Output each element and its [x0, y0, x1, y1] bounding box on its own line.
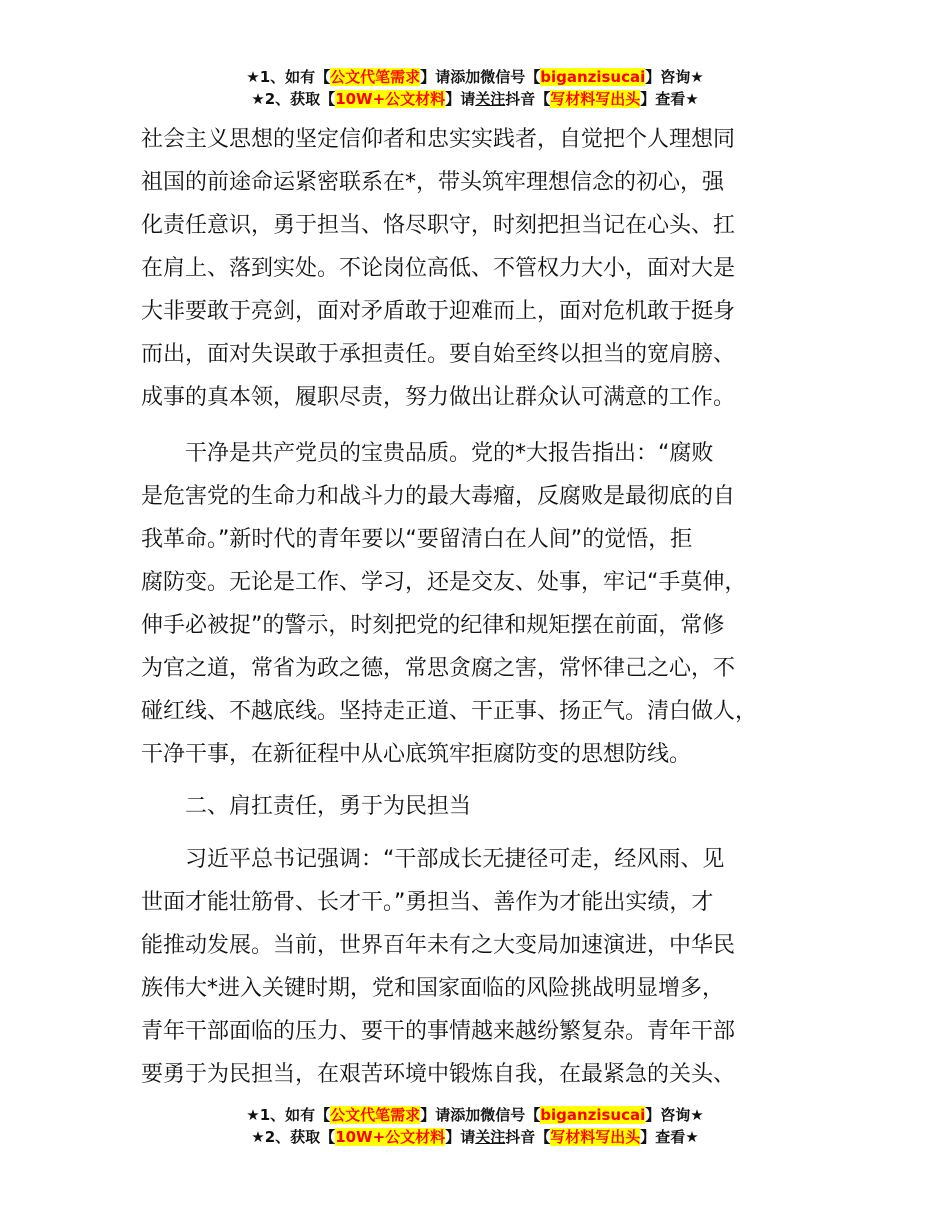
document-body-section-3 — [141, 838, 831, 1096]
text-line: 大非要敢于亮剑，面对矛盾敢于迎难而上，面对危机敢于挺身 — [141, 299, 736, 324]
paragraph-3 — [141, 838, 831, 1096]
banner-line-2-middle-b: 抖音【 — [505, 90, 551, 108]
text-line: 世面才能壮筋骨、长才干。”勇担当、善作为才能出实绩，才 — [141, 890, 714, 915]
text-line: 在肩上、落到实处。不论岗位高低、不管权力大小，面对大是 — [141, 256, 736, 281]
text-line: 能推动发展。当前，世界百年未有之大变局加速演进，中华民 — [141, 933, 736, 958]
banner-line-2-middle-b: 抖音【 — [505, 1128, 551, 1146]
text-line: 青年干部面临的压力、要干的事情越来越纷繁复杂。青年干部 — [141, 1019, 736, 1044]
banner-line-2-prefix: ★2、获取【 — [251, 90, 336, 108]
highlight-wechat-id: biganzisucai — [540, 68, 646, 86]
banner-line-2 — [0, 88, 950, 110]
text-line: 碰红线、不越底线。坚持走正道、干正事、扬正气。清白做人， — [141, 699, 758, 724]
highlight-ghostwriting: 公文代笔需求 — [330, 68, 421, 86]
banner-line-1-middle: 】请添加微信号【 — [420, 68, 541, 86]
banner-line-1-suffix: 】咨询★ — [645, 1106, 704, 1124]
text-line: 成事的真本领，履职尽责，努力做出让群众认可满意的工作。 — [141, 385, 736, 410]
highlight-douyin-account: 写材料写出头 — [550, 90, 641, 108]
section-heading-text: 二、肩扛责任，勇于为民担当 — [141, 794, 472, 819]
highlight-wechat-id: biganzisucai — [540, 1106, 646, 1124]
header-banner — [0, 66, 950, 110]
document-body — [141, 118, 831, 419]
banner-line-2-suffix: 】查看★ — [640, 90, 699, 108]
banner-line-2-middle-a: 】请 — [445, 90, 476, 108]
underlined-follow: 关注 — [475, 1128, 506, 1146]
text-line: 为官之道，常省为政之德，常思贪腐之害，常怀律己之心，不 — [141, 656, 736, 681]
text-line: 化责任意识，勇于担当、恪尽职守，时刻把担当记在心头、扛 — [141, 213, 736, 238]
underlined-follow: 关注 — [475, 90, 506, 108]
banner-line-1 — [0, 1104, 950, 1126]
highlight-materials: 10W+公文材料 — [335, 90, 446, 108]
text-line: 干净干事，在新征程中从心底筑牢拒腐防变的思想防线。 — [141, 742, 692, 767]
text-line: 我革命。”新时代的青年要以“要留清白在人间”的觉悟，拒 — [141, 527, 693, 552]
text-line: 祖国的前途命运紧密联系在*，带头筑牢理想信念的初心，强 — [141, 170, 725, 195]
text-line: 社会主义思想的坚定信仰者和忠实实践者，自觉把个人理想同 — [141, 127, 736, 152]
highlight-materials: 10W+公文材料 — [335, 1128, 446, 1146]
text-line: 是危害党的生命力和战斗力的最大毒瘤，反腐败是最彻底的自 — [141, 484, 736, 509]
text-line: 族伟大*进入关键时期，党和国家面临的风险挑战明显增多， — [141, 976, 725, 1001]
text-line: 腐防变。无论是工作、学习，还是交友、处事，牢记“手莫伸， — [141, 570, 747, 595]
document-heading-section — [141, 785, 831, 828]
banner-line-1 — [0, 66, 950, 88]
section-heading — [141, 785, 831, 828]
banner-line-2-suffix: 】查看★ — [640, 1128, 699, 1146]
banner-line-1-middle: 】请添加微信号【 — [420, 1106, 541, 1124]
text-line: 干净是共产党员的宝贵品质。党的*大报告指出：“腐败 — [141, 441, 714, 466]
text-line: 而出，面对失误敢于承担责任。要自始至终以担当的宽肩膀、 — [141, 342, 736, 367]
highlight-douyin-account: 写材料写出头 — [550, 1128, 641, 1146]
text-line: 伸手必被捉”的警示，时刻把党的纪律和规矩摆在前面，常修 — [141, 613, 725, 638]
paragraph-2 — [141, 432, 831, 776]
document-body-section-2 — [141, 432, 831, 776]
banner-line-2-prefix: ★2、获取【 — [251, 1128, 336, 1146]
banner-line-2 — [0, 1126, 950, 1148]
text-line: 要勇于为民担当，在艰苦环境中锻炼自我，在最紧急的关头、 — [141, 1062, 736, 1087]
banner-line-1-suffix: 】咨询★ — [645, 68, 704, 86]
banner-line-2-middle-a: 】请 — [445, 1128, 476, 1146]
footer-banner — [0, 1104, 950, 1148]
highlight-ghostwriting: 公文代笔需求 — [330, 1106, 421, 1124]
banner-line-1-prefix: ★1、如有【 — [246, 68, 331, 86]
text-line: 习近平总书记强调：“干部成长无捷径可走，经风雨、见 — [141, 847, 725, 872]
banner-line-1-prefix: ★1、如有【 — [246, 1106, 331, 1124]
paragraph-1 — [141, 118, 831, 419]
